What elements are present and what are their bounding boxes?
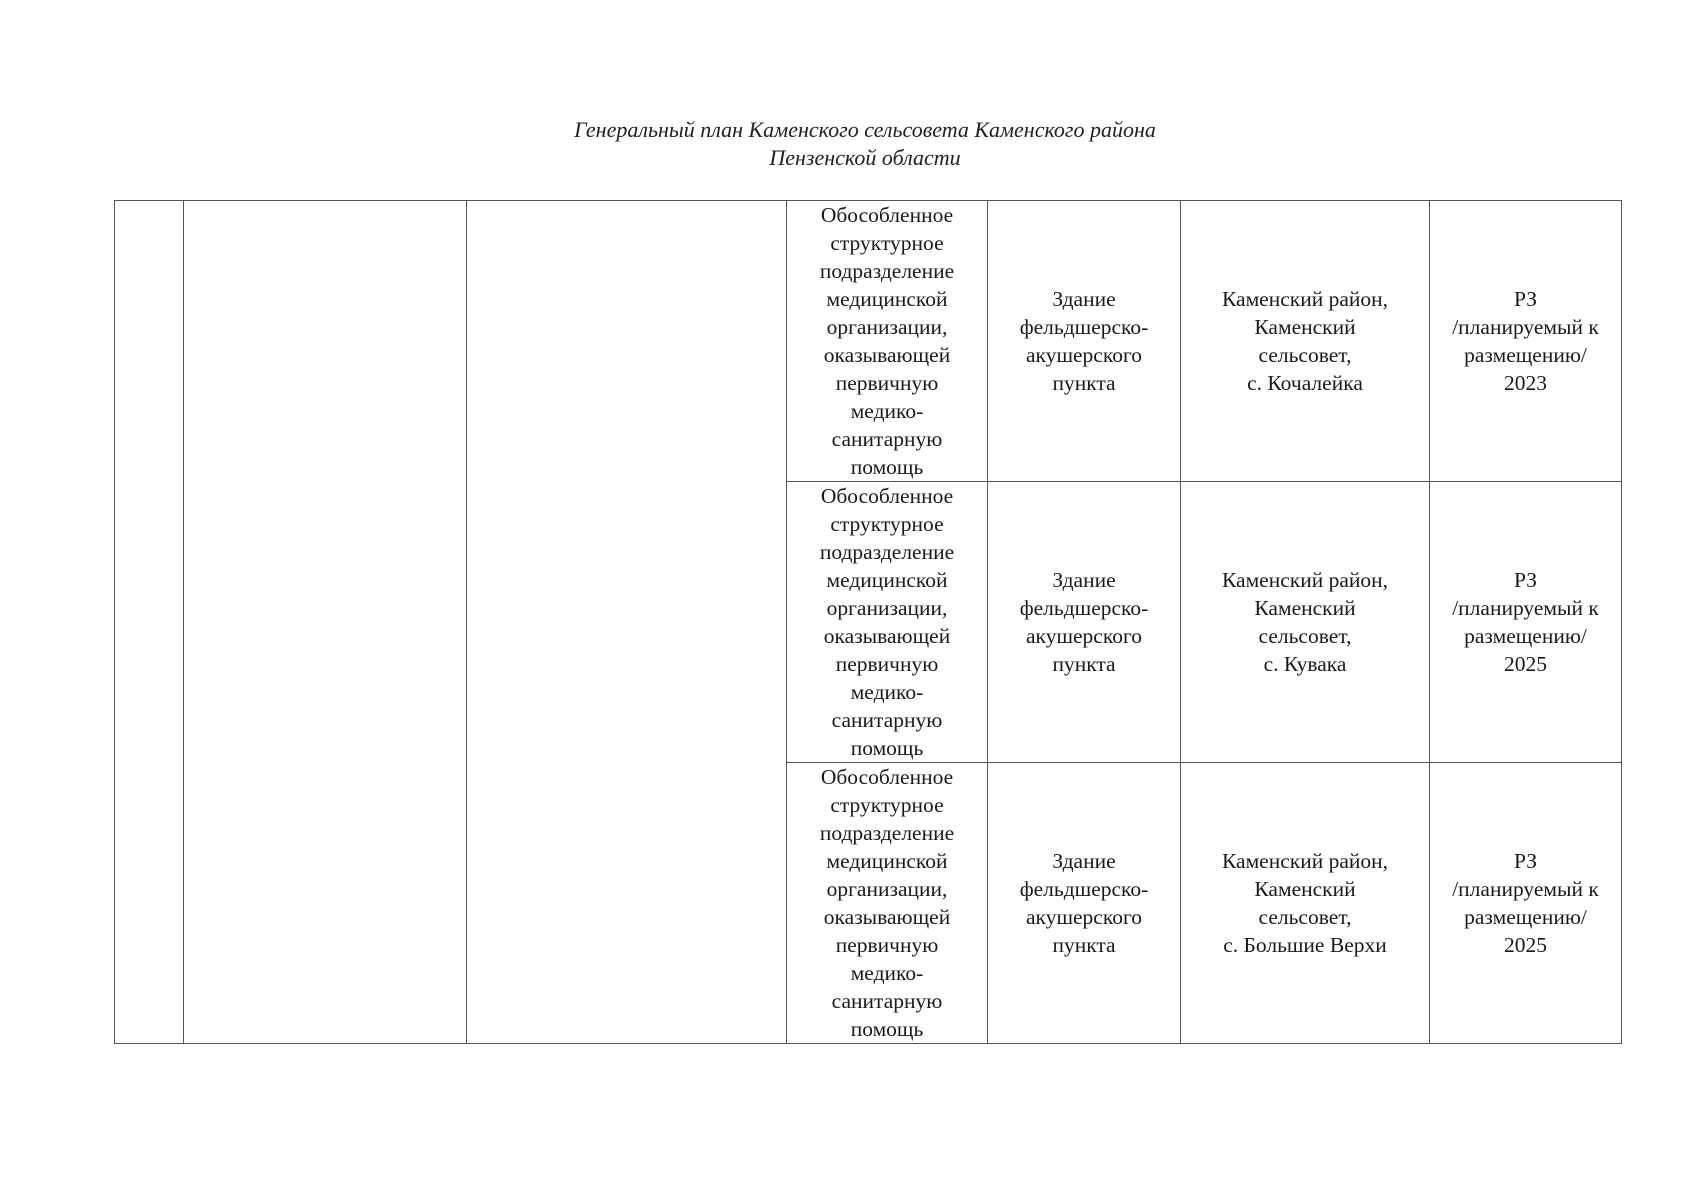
org-type-cell: Обособленное структурное подразделение медицинской организации, оказывающей первичную медико- санитарную помощь: [787, 482, 988, 763]
name-cell: [467, 201, 787, 1044]
status-cell: РЗ /планируемый к размещению/ 2025: [1430, 482, 1622, 763]
location-cell: Каменский район, Каменский сельсовет, с. Кувака: [1181, 482, 1430, 763]
facilities-table: [114, 200, 1622, 1044]
org-type-cell: Обособленное структурное подразделение медицинской организации, оказывающей первичную медико- санитарную помощь: [787, 201, 988, 482]
object-cell: Здание фельдшерско- акушерского пункта: [988, 201, 1181, 482]
category-cell: [184, 201, 467, 1044]
object-cell: Здание фельдшерско- акушерского пункта: [988, 763, 1181, 1044]
status-cell: РЗ /планируемый к размещению/ 2025: [1430, 763, 1622, 1044]
object-cell: Здание фельдшерско- акушерского пункта: [988, 482, 1181, 763]
location-cell: Каменский район, Каменский сельсовет, с. Кочалейка: [1181, 201, 1430, 482]
org-type-cell: Обособленное структурное подразделение медицинской организации, оказывающей первичную медико- санитарную помощь: [787, 763, 988, 1044]
document-title-line-2: Пензенской области: [769, 145, 961, 170]
number-cell: [115, 201, 184, 1044]
document-header: [0, 116, 1697, 172]
location-cell: Каменский район, Каменский сельсовет, с. Большие Верхи: [1181, 763, 1430, 1044]
status-cell: РЗ /планируемый к размещению/ 2023: [1430, 201, 1622, 482]
document-title-line-1: Генеральный план Каменского сельсовета Каменского района: [574, 117, 1156, 142]
table-row: [115, 201, 1622, 482]
